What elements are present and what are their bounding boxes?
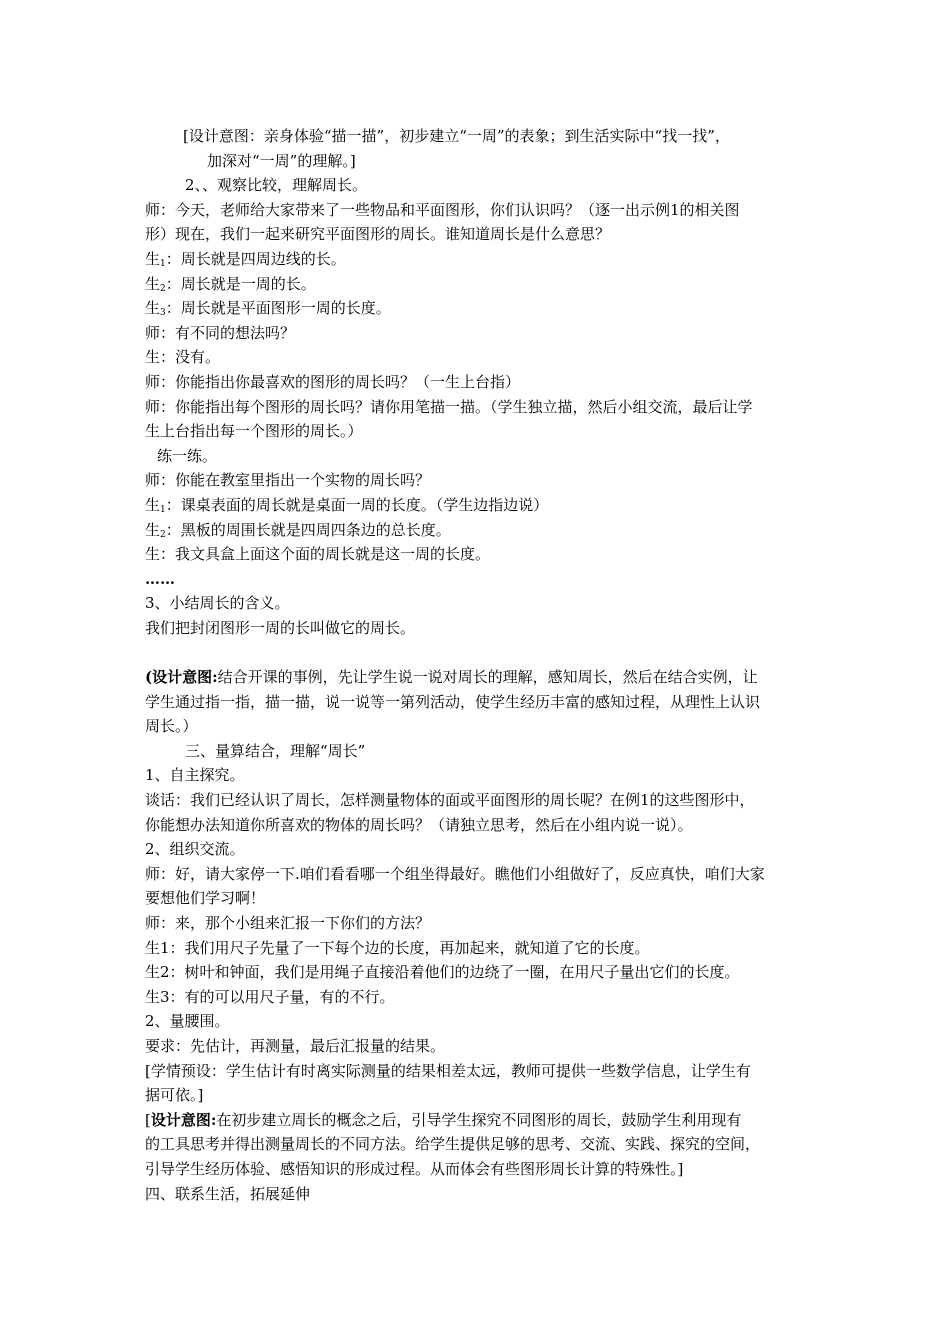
text-line — [145, 788, 825, 813]
text-line — [145, 591, 825, 616]
text-line — [145, 763, 825, 788]
text-line — [145, 813, 825, 838]
line-text: 生2：树叶和钟面，我们是用绳子直接沿着他们的边绕了一圈，在用尺子量出它们的长度。 — [145, 963, 740, 982]
line-text: ：周长就是平面图形一周的长度。 — [165, 299, 391, 318]
line-text: 三、量算结合，理解“周长” — [185, 741, 366, 760]
line-text: 2、组织交流。 — [145, 840, 245, 859]
text-line — [145, 936, 825, 961]
line-text: 师：你能指出你最喜欢的图形的周长吗？（一生上台指） — [145, 372, 521, 391]
text-line — [145, 1108, 825, 1133]
line-text: 师：今天，老师给大家带来了一些物品和平面图形，你们认识吗？（逐一出示例1的相关图 — [145, 200, 740, 219]
text-line — [145, 468, 825, 493]
line-text: 你能想办法知道你所喜欢的物体的周长吗？（请独立思考，然后在小组内说一说）。 — [145, 815, 693, 834]
line-text: ：周长就是一周的长。 — [165, 274, 316, 293]
text-line — [145, 1157, 825, 1182]
line-text: 练一练。 — [157, 446, 218, 465]
speaker-label: 生 — [145, 520, 161, 539]
line-text: 师：你能在教室里指出一个实物的周长吗？ — [145, 471, 431, 490]
document-body — [145, 124, 825, 1206]
line-text: 谈话：我们已经认识了周长，怎样测量物体的面或平面图形的周长呢？在例1的这些图形中， — [145, 791, 755, 810]
line-text: 2、、观察比较，理解周长。 — [185, 176, 368, 195]
text-line — [145, 124, 825, 149]
text-line — [145, 665, 825, 690]
line-text: [设计意图：亲身体验“描一描”，初步建立“一周”的表象；到生活实际中“找一找”， — [183, 127, 730, 145]
text-line — [145, 1009, 825, 1034]
line-text: ：课桌表面的周长就是桌面一周的长度。（学生边指边说） — [165, 495, 549, 514]
blank-line — [145, 640, 825, 665]
text-line — [145, 272, 825, 297]
line-text: 在初步建立周长的概念之后，引导学生探究不同图形的周长，鼓励学生利用现有 — [216, 1110, 742, 1129]
line-text: 2、量腰围。 — [145, 1012, 230, 1031]
line-text: 据可依。] — [145, 1086, 204, 1105]
line-text: 我们把封闭图形一周的长叫做它的周长。 — [145, 618, 416, 637]
text-line — [145, 985, 825, 1010]
line-text: 师：你能指出每个图形的周长吗？请你用笔描一描。（学生独立描，然后小组交流，最后让学 — [145, 397, 753, 416]
speaker-label: 生 — [145, 299, 161, 318]
line-text: 3、小结周长的含义。 — [145, 594, 290, 613]
text-line — [145, 1182, 825, 1207]
line-text: 四、联系生活，拓展延伸 — [145, 1184, 311, 1203]
line-text: 生上台指出每一个图形的周长。） — [145, 422, 363, 441]
text-line — [145, 837, 825, 862]
line-text: 生：没有。 — [145, 348, 221, 367]
text-line — [145, 395, 825, 420]
text-line — [145, 616, 825, 641]
speaker-index: 1 — [160, 258, 166, 269]
speaker-label: 生 — [145, 249, 161, 268]
line-text: 周长。） — [145, 717, 198, 736]
line-text: 1、自主探究。 — [145, 766, 245, 785]
line-text: …… — [145, 569, 175, 588]
speaker-index: 2 — [160, 529, 166, 540]
line-text: 生1：我们用尺子先量了一下每个边的长度，再加起来，就知道了它的长度。 — [145, 938, 650, 957]
line-text: 结合开课的事例，先让学生说一说对周长的理解，感知周长，然后在结合实例，让 — [217, 668, 758, 687]
line-text: 的工具思考并得出测量周长的不同方法。给学生提供足够的思考、交流、实践、探究的空间， — [145, 1135, 761, 1154]
line-text: ：周长就是四周边线的长。 — [165, 249, 346, 268]
line-text: 师：有不同的想法吗？ — [145, 323, 296, 342]
text-line — [145, 321, 825, 346]
text-line — [145, 690, 825, 715]
text-line — [145, 296, 825, 321]
text-line — [145, 886, 825, 911]
text-line — [145, 911, 825, 936]
line-text: 形）现在，我们一起来研究平面图形的周长。谁知道周长是什么意思？ — [145, 225, 611, 244]
text-line — [145, 518, 825, 543]
text-line — [145, 222, 825, 247]
design-intent-label: 设计意图: — [150, 1110, 217, 1129]
line-text: 要求：先估计，再测量，最后汇报量的结果。 — [145, 1036, 446, 1055]
speaker-index: 2 — [160, 283, 166, 294]
text-line — [145, 198, 825, 223]
line-text: 生：我文具盒上面这个面的周长就是这一周的长度。 — [145, 545, 491, 564]
design-intent-label: (设计意图: — [145, 668, 218, 687]
text-line — [145, 173, 825, 198]
bracket-prefix: [ — [145, 1110, 151, 1129]
text-line — [145, 1083, 825, 1108]
text-line — [145, 149, 825, 174]
text-line — [145, 1059, 825, 1084]
line-text: 师：好，请大家停一下.咱们看看哪一个组坐得最好。瞧他们小组做好了，反应真快，咱们大家 — [145, 864, 765, 883]
text-line — [145, 419, 825, 444]
speaker-label: 生 — [145, 495, 161, 514]
text-line — [145, 567, 825, 592]
line-text: 引导学生经历体验、感悟知识的形成过程。从而体会有些图形周长计算的特殊性。] — [145, 1159, 684, 1178]
text-line — [145, 247, 825, 272]
speaker-index: 1 — [160, 504, 166, 515]
text-line — [145, 1132, 825, 1157]
text-line — [145, 542, 825, 567]
line-text: 加深对“一周”的理解。] — [207, 151, 356, 170]
line-text: [学情预设：学生估计有时离实际测量的结果相差太远，教师可提供一些数学信息，让学生有 — [145, 1061, 751, 1080]
line-text: ：黑板的周围长就是四周四条边的总长度。 — [165, 520, 451, 539]
line-text: 师：来，那个小组来汇报一下你们的方法？ — [145, 914, 431, 932]
text-line — [145, 739, 825, 764]
text-line — [145, 862, 825, 887]
text-line — [145, 714, 825, 739]
line-text: 学生通过指一指，描一描，说一说等一第列活动，使学生经历丰富的感知过程，从理性上认识 — [145, 692, 761, 711]
line-text: 要想他们学习啊！ — [145, 889, 266, 908]
text-line — [145, 345, 825, 370]
text-line — [145, 493, 825, 518]
text-line — [145, 370, 825, 395]
text-line — [145, 960, 825, 985]
line-text: 生3：有的可以用尺子量，有的不行。 — [145, 987, 395, 1006]
text-line — [145, 444, 825, 469]
speaker-index: 3 — [160, 308, 166, 319]
text-line — [145, 1034, 825, 1059]
speaker-label: 生 — [145, 274, 161, 293]
